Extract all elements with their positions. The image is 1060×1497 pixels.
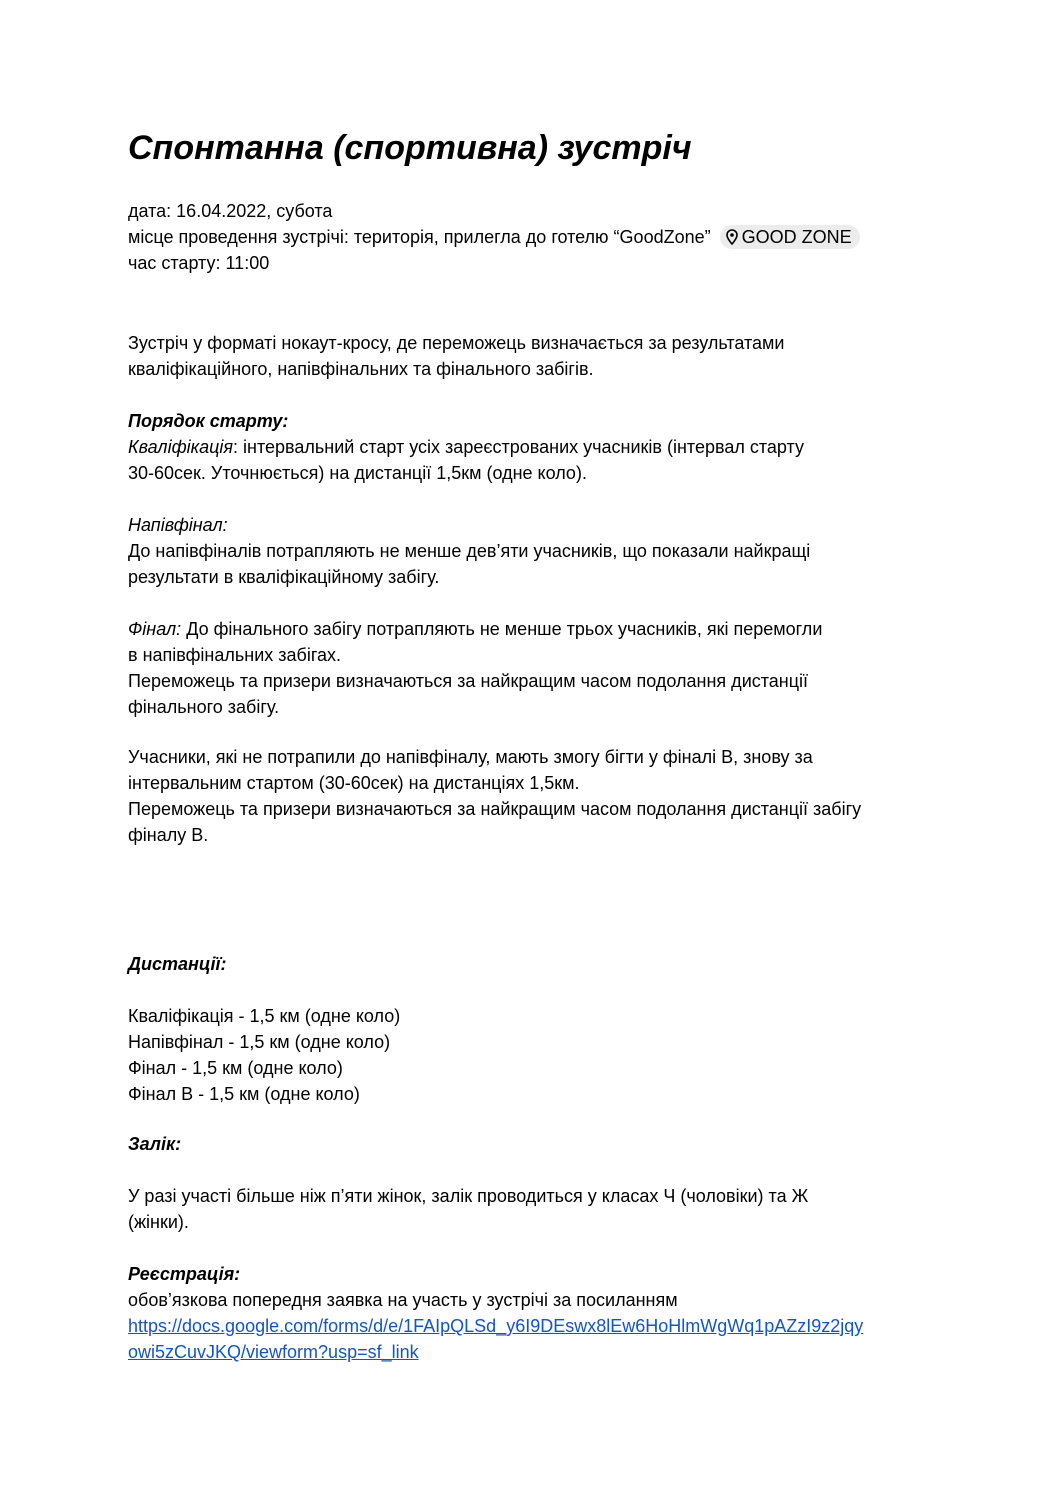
semifinal-label: Напівфінал:	[128, 515, 228, 535]
final-section	[128, 616, 822, 720]
registration-link-line	[128, 1339, 863, 1365]
event-venue	[128, 224, 860, 250]
scoring-line: (жінки).	[128, 1212, 189, 1232]
qualification-text: : інтервальний старт усіх зареєстрованих учасників (інтервал старту	[233, 437, 804, 457]
semifinal-line: До напівфіналів потрапляють не менше дев’яти учасників, що показали найкращі	[128, 541, 811, 561]
semifinal-section	[128, 512, 810, 590]
event-date: дата: 16.04.2022, субота	[128, 201, 333, 221]
intro-line: Зустріч у форматі нокаут-кросу, де переможець визначається за результатами	[128, 333, 785, 353]
final-b-section	[128, 744, 861, 848]
distances-section	[128, 951, 227, 977]
event-start-time: час старту: 11:00	[128, 253, 270, 273]
semifinal-line: результати в кваліфікаційному забігу.	[128, 567, 440, 587]
qualification-label: Кваліфікація	[128, 437, 234, 457]
start-order-heading: Порядок старту:	[128, 411, 289, 431]
qualification-line	[128, 434, 804, 460]
map-pin-icon	[726, 229, 738, 245]
registration-link-line	[128, 1313, 863, 1339]
final-line: Переможець та призери визначаються за найкращим часом подолання дистанції	[128, 671, 809, 691]
page-title: Спонтанна (спортивна) зустріч	[128, 129, 692, 167]
distance-item: Фінал В - 1,5 км (одне коло)	[128, 1084, 360, 1104]
final-b-line: фіналу В.	[128, 825, 209, 845]
qualification-line: 30-60сек. Уточнюється) на дистанції 1,5км (одне коло).	[128, 463, 587, 483]
scoring-line: У разі участі більше ніж п’яти жінок, залік проводиться у класах Ч (чоловіки) та Ж	[128, 1186, 809, 1206]
scoring-heading: Залік:	[128, 1134, 182, 1154]
start-order-section	[128, 408, 804, 486]
registration-link[interactable]: owi5zCuvJKQ/viewform?usp=sf_link	[128, 1342, 419, 1362]
final-text: До фінального забігу потрапляють не менше трьох учасників, які перемогли	[181, 619, 823, 639]
registration-section	[128, 1261, 863, 1365]
final-b-line: Учасники, які не потрапили до напівфіналу, мають змогу бігти у фіналі В, знову за	[128, 747, 813, 767]
distances-heading: Дистанції:	[128, 954, 227, 974]
distances-list	[128, 1003, 400, 1107]
registration-heading: Реєстрація:	[128, 1264, 241, 1284]
location-chip[interactable]	[720, 225, 860, 249]
registration-text: обов’язкова попередня заявка на участь у зустрічі за посиланням	[128, 1290, 678, 1310]
final-line: в напівфінальних забігах.	[128, 645, 342, 665]
meta-block	[128, 198, 860, 276]
final-label: Фінал:	[128, 619, 182, 639]
final-line	[128, 616, 822, 642]
scoring-text-block	[128, 1183, 808, 1235]
distance-item: Фінал - 1,5 км (одне коло)	[128, 1058, 343, 1078]
intro-line: кваліфікаційного, напівфінальних та фінального забігів.	[128, 359, 594, 379]
registration-link[interactable]: https://docs.google.com/forms/d/e/1FAIpQLSd_y6I9DEswx8lEw6HoHlmWgWq1pAZzI9z2jqy	[128, 1316, 864, 1336]
location-chip-label: GOOD ZONE	[741, 227, 852, 247]
intro-paragraph	[128, 330, 784, 382]
final-b-line: Переможець та призери визначаються за найкращим часом подолання дистанції забігу	[128, 799, 862, 819]
final-b-line: інтервальним стартом (30-60сек) на дистанціях 1,5км.	[128, 773, 580, 793]
distance-item: Напівфінал - 1,5 км (одне коло)	[128, 1032, 391, 1052]
final-line: фінального забігу.	[128, 697, 280, 717]
distance-item: Кваліфікація - 1,5 км (одне коло)	[128, 1006, 401, 1026]
event-venue-text: місце проведення зустрічі: територія, прилегла до готелю “GoodZone”	[128, 227, 711, 247]
scoring-section	[128, 1131, 181, 1157]
